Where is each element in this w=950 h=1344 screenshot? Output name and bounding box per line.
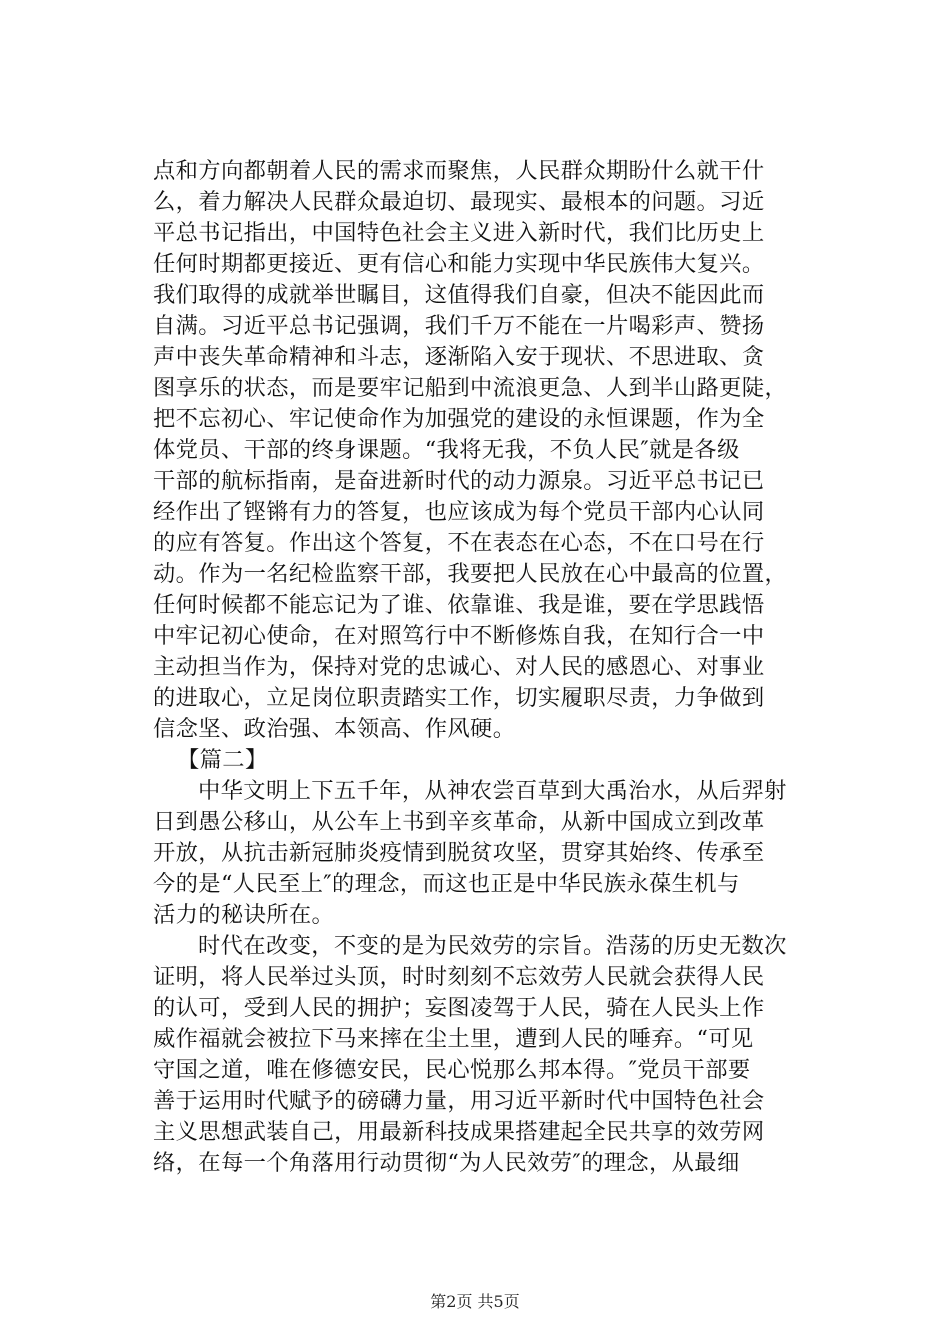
- text-line: 中华文明上下五千年，从神农尝百草到大禹治水，从后羿射: [198, 778, 787, 804]
- text-line: 平总书记指出，中国特色社会主义进入新时代，我们比历史上: [153, 220, 765, 246]
- page-footer: [0, 1292, 950, 1312]
- text-line: 任何时候都不能忘记为了谁、依靠谁、我是谁，要在学思践悟: [153, 592, 765, 618]
- text-line: 的认可，受到人民的拥护；妄图凌驾于人民，骑在人民头上作: [153, 995, 765, 1021]
- text-line: 善于运用时代赋予的磅礴力量，用习近平新时代中国特色社会: [153, 1088, 765, 1114]
- text-line: 经作出了铿锵有力的答复，也应该成为每个党员干部内心认同: [153, 499, 765, 525]
- text-line: 把不忘初心、牢记使命作为加强党的建设的永恒课题，作为全: [153, 406, 765, 432]
- text-line: 点和方向都朝着人民的需求而聚焦，人民群众期盼什么就干什: [153, 158, 765, 184]
- text-line: 任何时期都更接近、更有信心和能力实现中华民族伟大复兴。: [153, 251, 765, 277]
- text-line: 今的是“人民至上″的理念，而这也正是中华民族永葆生机与: [153, 871, 740, 897]
- text-line: 中牢记初心使命，在对照笃行中不断修炼自我，在知行合一中: [153, 623, 765, 649]
- text-line: 的进取心，立足岗位职责踏实工作，切实履职尽责，力争做到: [153, 685, 765, 711]
- text-line: 日到愚公移山，从公车上书到辛亥革命，从新中国成立到改革: [153, 809, 765, 835]
- text-line: 自满。习近平总书记强调，我们千万不能在一片喝彩声、赞扬: [153, 313, 765, 339]
- text-line: 证明，将人民举过头顶，时时刻刻不忘效劳人民就会获得人民: [153, 964, 765, 990]
- text-line: 声中丧失革命精神和斗志，逐渐陷入安于现状、不思进取、贪: [153, 344, 765, 370]
- text-line: 的应有答复。作出这个答复，不在表态在心态，不在口号在行: [153, 530, 765, 556]
- text-line: 我们取得的成就举世瞩目，这值得我们自豪，但决不能因此而: [153, 282, 765, 308]
- body-text: [153, 156, 833, 1179]
- section-heading: 【篇二】: [177, 747, 268, 773]
- text-line: 么，着力解决人民群众最迫切、最现实、最根本的问题。习近: [153, 189, 765, 215]
- text-line: 动。作为一名纪检监察干部，我要把人民放在心中最高的位置，: [153, 561, 788, 587]
- text-line: 活力的秘诀所在。: [153, 902, 335, 928]
- text-line: 守国之道，唯在修德安民，民心悦那么邦本得。″党员干部要: [153, 1057, 751, 1083]
- page-number: 第2页 共5页: [430, 1292, 520, 1311]
- text-line: 时代在改变，不变的是为民效劳的宗旨。浩荡的历史无数次: [198, 933, 787, 959]
- text-line: 威作福就会被拉下马来摔在尘土里，遭到人民的唾弃。“可见: [153, 1026, 754, 1052]
- text-line: 信念坚、政治强、本领高、作风硬。: [153, 716, 516, 742]
- text-line: 图享乐的状态，而是要牢记船到中流浪更急、人到半山路更陡，: [153, 375, 788, 401]
- text-line: 主义思想武装自己，用最新科技成果搭建起全民共享的效劳网: [153, 1119, 765, 1145]
- text-line: 干部的航标指南，是奋进新时代的动力源泉。习近平总书记已: [153, 468, 765, 494]
- text-line: 体党员、干部的终身课题。“我将无我，不负人民″就是各级: [153, 437, 740, 463]
- text-line: 络，在每一个角落用行动贯彻“为人民效劳″的理念，从最细: [153, 1150, 740, 1176]
- text-line: 开放，从抗击新冠肺炎疫情到脱贫攻坚，贯穿其始终、传承至: [153, 840, 765, 866]
- text-line: 主动担当作为，保持对党的忠诚心、对人民的感恩心、对事业: [153, 654, 765, 680]
